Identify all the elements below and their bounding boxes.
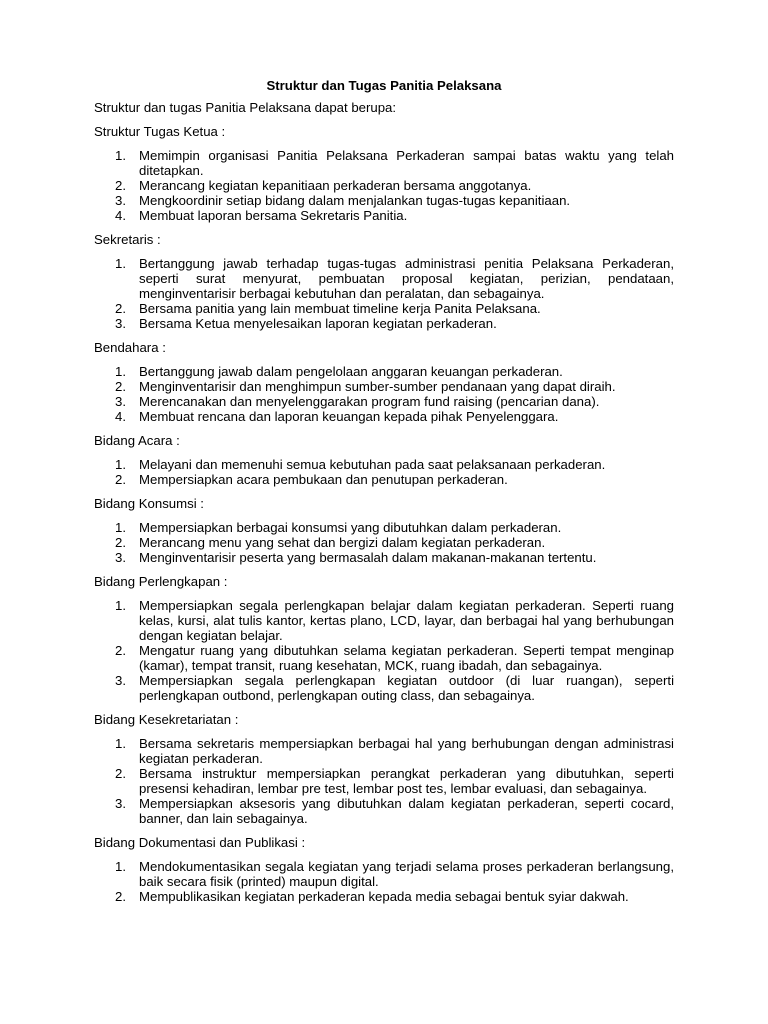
- list-item-number: 2.: [115, 535, 126, 550]
- document-title: Struktur dan Tugas Panitia Pelaksana: [266, 78, 502, 93]
- section-heading: Struktur Tugas Ketua :: [94, 124, 226, 139]
- list-item-number: 1.: [115, 457, 126, 472]
- list-item-number: 1.: [115, 256, 126, 271]
- list-item-text: Merancang kegiatan kepanitiaan perkaderan bersama anggotanya.: [139, 178, 532, 193]
- list-item-number: 1.: [115, 148, 126, 163]
- section: [94, 496, 674, 565]
- section-heading: Bidang Kesekretariatan :: [94, 712, 239, 727]
- list-item-text: Mempersiapkan acara pembukaan dan penutupan perkaderan.: [139, 472, 508, 487]
- list-item-number: 4.: [115, 409, 126, 424]
- list-item: [115, 256, 674, 301]
- task-list: [94, 457, 674, 487]
- list-item: [115, 643, 674, 673]
- list-item-text: Memimpin organisasi Panitia Pelaksana Perkaderan sampai batas waktu yang telah ditetapkan.: [139, 148, 674, 178]
- list-item: [115, 364, 674, 379]
- list-item: [115, 796, 674, 826]
- section: [94, 433, 674, 487]
- list-item-text: Mempersiapkan aksesoris yang dibutuhkan dalam kegiatan perkaderan, seperti cocard, banner, dan lain sebagainya.: [139, 796, 674, 826]
- list-item: [115, 178, 674, 193]
- list-item-number: 1.: [115, 520, 126, 535]
- sections-container: [94, 124, 674, 904]
- task-list: [94, 148, 674, 223]
- list-item-number: 1.: [115, 598, 126, 613]
- list-item: [115, 457, 674, 472]
- list-item-number: 2.: [115, 766, 126, 781]
- list-item: [115, 673, 674, 703]
- list-item-text: Mempublikasikan kegiatan perkaderan kepada media sebagai bentuk syiar dakwah.: [139, 889, 629, 904]
- list-item: [115, 520, 674, 535]
- list-item-text: Mempersiapkan segala perlengkapan kegiatan outdoor (di luar ruangan), seperti perlengkapan outbond, perlengkapan outing class, dan sebagainya.: [139, 673, 674, 703]
- list-item-text: Bersama panitia yang lain membuat timeline kerja Panita Pelaksana.: [139, 301, 541, 316]
- section-heading: Bidang Acara :: [94, 433, 180, 448]
- list-item-number: 3.: [115, 193, 126, 208]
- task-list: [94, 256, 674, 331]
- section: [94, 574, 674, 703]
- list-item-text: Melayani dan memenuhi semua kebutuhan pada saat pelaksanaan perkaderan.: [139, 457, 606, 472]
- task-list: [94, 859, 674, 904]
- list-item: [115, 208, 674, 223]
- list-item: [115, 598, 674, 643]
- list-item-text: Bersama sekretaris mempersiapkan berbagai hal yang berhubungan dengan administrasi kegiatan perkaderan.: [139, 736, 674, 766]
- list-item-text: Menginventarisir dan menghimpun sumber-sumber pendanaan yang dapat diraih.: [139, 379, 616, 394]
- list-item: [115, 193, 674, 208]
- list-item-number: 1.: [115, 364, 126, 379]
- section: [94, 835, 674, 904]
- list-item-text: Membuat rencana dan laporan keuangan kepada pihak Penyelenggara.: [139, 409, 559, 424]
- section: [94, 232, 674, 331]
- list-item-text: Mengatur ruang yang dibutuhkan selama kegiatan perkaderan. Seperti tempat menginap (kamar), tempat transit, ruang kesehatan, MCK, ruang ibadah, dan sebagainya.: [139, 643, 674, 673]
- list-item-number: 2.: [115, 178, 126, 193]
- task-list: [94, 364, 674, 424]
- list-item-text: Menginventarisir peserta yang bermasalah dalam makanan-makanan tertentu.: [139, 550, 597, 565]
- list-item-text: Merencanakan dan menyelenggarakan program fund raising (pencarian dana).: [139, 394, 600, 409]
- list-item-text: Mempersiapkan berbagai konsumsi yang dibutuhkan dalam perkaderan.: [139, 520, 562, 535]
- section-heading: Bidang Konsumsi :: [94, 496, 204, 511]
- task-list: [94, 736, 674, 826]
- list-item-text: Mengkoordinir setiap bidang dalam menjalankan tugas-tugas kepanitiaan.: [139, 193, 571, 208]
- list-item-number: 3.: [115, 796, 126, 811]
- section: [94, 340, 674, 424]
- list-item-number: 3.: [115, 316, 126, 331]
- list-item-number: 3.: [115, 550, 126, 565]
- list-item-text: Bertanggung jawab dalam pengelolaan anggaran keuangan perkaderan.: [139, 364, 563, 379]
- list-item-number: 2.: [115, 889, 126, 904]
- list-item: [115, 316, 674, 331]
- list-item-number: 4.: [115, 208, 126, 223]
- list-item-text: Mendokumentasikan segala kegiatan yang terjadi selama proses perkaderan berlangsung, baik secara fisik (printed) maupun digital.: [139, 859, 674, 889]
- list-item-number: 3.: [115, 394, 126, 409]
- list-item-text: Bersama Ketua menyelesaikan laporan kegiatan perkaderan.: [139, 316, 497, 331]
- list-item: [115, 859, 674, 889]
- list-item: [115, 550, 674, 565]
- section: [94, 712, 674, 826]
- list-item-text: Bertanggung jawab terhadap tugas-tugas administrasi penitia Pelaksana Perkaderan, seperti surat menyurat, pembuatan proposal kegiatan, perizian, pendataan, menginventarisir berbagai kebutuhan dan peralatan, dan sebagainya.: [139, 256, 674, 301]
- section-heading: Bendahara :: [94, 340, 166, 355]
- list-item: [115, 472, 674, 487]
- list-item-number: 1.: [115, 859, 126, 874]
- list-item-text: Membuat laporan bersama Sekretaris Panitia.: [139, 208, 408, 223]
- section-heading: Bidang Dokumentasi dan Publikasi :: [94, 835, 306, 850]
- list-item-text: Merancang menu yang sehat dan bergizi dalam kegiatan perkaderan.: [139, 535, 546, 550]
- list-item: [115, 301, 674, 316]
- list-item-text: Mempersiapkan segala perlengkapan belajar dalam kegiatan perkaderan. Seperti ruang kelas, kursi, alat tulis kantor, kertas plano, LCD, layar, dan berbagai hal yang berhubungan dengan kegiatan belajar.: [139, 598, 674, 643]
- document-intro: Struktur dan tugas Panitia Pelaksana dapat berupa:: [94, 100, 397, 115]
- list-item: [115, 379, 674, 394]
- list-item-text: Bersama instruktur mempersiapkan perangkat perkaderan yang dibutuhkan, seperti presensi kehadiran, lembar pre test, lembar post tes, lembar evaluasi, dan sebagainya.: [139, 766, 674, 796]
- list-item-number: 3.: [115, 673, 126, 688]
- list-item-number: 1.: [115, 736, 126, 751]
- section-heading: Bidang Perlengkapan :: [94, 574, 228, 589]
- list-item: [115, 148, 674, 178]
- list-item-number: 2.: [115, 643, 126, 658]
- list-item-number: 2.: [115, 472, 126, 487]
- list-item: [115, 766, 674, 796]
- list-item: [115, 535, 674, 550]
- list-item: [115, 409, 674, 424]
- list-item: [115, 889, 674, 904]
- task-list: [94, 598, 674, 703]
- section-heading: Sekretaris :: [94, 232, 161, 247]
- section: [94, 124, 674, 223]
- list-item: [115, 736, 674, 766]
- list-item: [115, 394, 674, 409]
- task-list: [94, 520, 674, 565]
- list-item-number: 2.: [115, 301, 126, 316]
- list-item-number: 2.: [115, 379, 126, 394]
